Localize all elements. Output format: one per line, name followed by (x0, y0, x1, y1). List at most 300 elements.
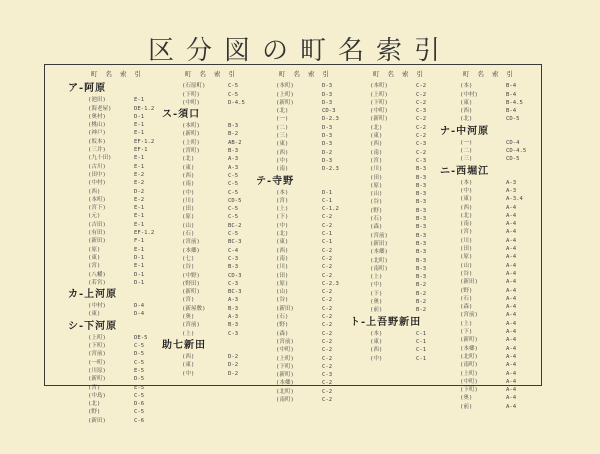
entry-grid-ref: E-1 (134, 130, 145, 137)
column-header: 町名索引 (373, 70, 431, 78)
entry-grid-ref: C-1 (416, 330, 427, 337)
entry-name: (新田) (276, 305, 294, 312)
index-entry (168, 263, 260, 271)
entry-name: (本町) (88, 196, 106, 203)
entry-grid-ref: A-4 (506, 287, 517, 294)
entry-name: (北) (460, 116, 473, 123)
entry-grid-ref: D-3 (322, 99, 333, 106)
entry-grid-ref: CD-3 (228, 272, 242, 279)
entry-grid-ref: C-2 (416, 133, 427, 140)
entry-name: (新町) (460, 337, 478, 344)
index-entry (262, 132, 354, 140)
index-entry (356, 132, 448, 140)
entry-name: (中町) (182, 99, 200, 106)
entry-grid-ref: E-1 (134, 263, 145, 270)
index-entry (446, 336, 538, 344)
entry-grid-ref: A-4 (506, 337, 517, 344)
index-entry (262, 222, 354, 230)
entry-name: (前) (460, 403, 473, 410)
entry-name: (東) (276, 141, 289, 148)
entry-name: (田) (276, 272, 289, 279)
index-entry (74, 417, 166, 425)
entry-grid-ref: C-2 (416, 116, 427, 123)
entry-name: (上) (276, 206, 289, 213)
index-entry (446, 195, 538, 203)
entry-grid-ref: A-4 (506, 212, 517, 219)
index-entry (356, 174, 448, 182)
index-column (162, 70, 260, 378)
index-entry (74, 212, 166, 220)
index-entry (356, 107, 448, 115)
entry-name: (本郷) (460, 345, 478, 352)
entry-grid-ref: E-1 (134, 213, 145, 220)
entry-grid-ref: D-1 (134, 113, 145, 120)
entry-grid-ref: B-3 (416, 199, 427, 206)
index-entry (446, 139, 538, 147)
entry-name: (宮) (88, 384, 101, 391)
entry-grid-ref: D-3 (322, 91, 333, 98)
entry-grid-ref: D-3 (322, 124, 333, 131)
entry-grid-ref: CD-3 (322, 108, 336, 115)
index-entry (446, 245, 538, 253)
page-title: 区分図の町名索引 (147, 36, 452, 66)
index-entry (446, 386, 538, 394)
index-entry (356, 306, 448, 314)
entry-name: (東) (88, 311, 101, 318)
entry-grid-ref: E-1 (134, 163, 145, 170)
index-entry (168, 238, 260, 246)
index-entry (262, 280, 354, 288)
entry-grid-ref: E-1 (134, 122, 145, 129)
entry-name: (野田) (182, 280, 200, 287)
entry-grid-ref: B-3 (416, 216, 427, 223)
entry-grid-ref: C-2 (322, 297, 333, 304)
index-entry (74, 138, 166, 146)
entry-name: (野) (276, 322, 289, 329)
entry-grid-ref: C-2 (322, 388, 333, 395)
index-entry (168, 370, 260, 378)
index-entry (74, 163, 166, 171)
entry-name: (中) (370, 282, 383, 289)
entry-name: (本町) (182, 123, 200, 130)
entry-grid-ref: B-4 (506, 91, 517, 98)
entry-grid-ref: B-3 (416, 191, 427, 198)
entry-name: (本) (460, 83, 473, 90)
index-entry (446, 107, 538, 115)
entry-grid-ref: D-2 (322, 149, 333, 156)
entry-name: (新田) (370, 240, 388, 247)
entry-grid-ref: B-3 (416, 207, 427, 214)
index-entry (446, 394, 538, 402)
entry-grid-ref: C-1 (322, 231, 333, 238)
entry-name: (西) (182, 353, 195, 360)
entry-grid-ref: D-3 (322, 157, 333, 164)
entry-name: (三) (460, 156, 473, 163)
entry-name: (東) (370, 338, 383, 345)
entry-grid-ref: C-2 (322, 363, 333, 370)
entry-name: (森) (370, 224, 383, 231)
index-entry (74, 221, 166, 229)
index-entry (168, 305, 260, 313)
index-entry (74, 105, 166, 113)
index-entry (446, 115, 538, 123)
index-entry (446, 204, 538, 212)
entry-name: (本) (370, 330, 383, 337)
entry-grid-ref: CD-5 (228, 197, 242, 204)
index-entry (262, 396, 354, 404)
entry-grid-ref: C-5 (134, 392, 145, 399)
entry-grid-ref: C-5 (228, 214, 239, 221)
entry-name: (坂本) (88, 138, 106, 145)
index-entry (446, 228, 538, 236)
entry-name: (宮前) (182, 322, 200, 329)
index-entry (74, 129, 166, 137)
entry-grid-ref: D-4 (134, 303, 145, 310)
index-entry (356, 346, 448, 354)
entry-grid-ref: B-3 (416, 274, 427, 281)
index-entry (168, 255, 260, 263)
entry-grid-ref: C-2 (322, 272, 333, 279)
index-entry (262, 388, 354, 396)
entry-name: (元) (88, 213, 101, 220)
index-entry (168, 280, 260, 288)
entry-name: (下) (276, 214, 289, 221)
entry-name: (中村) (88, 303, 106, 310)
index-entry (262, 140, 354, 148)
entry-name: (山) (370, 191, 383, 198)
index-entry (446, 262, 538, 270)
index-entry (446, 179, 538, 187)
entry-grid-ref: C-3 (322, 372, 333, 379)
index-entry (74, 400, 166, 408)
entry-grid-ref: A-3 (228, 297, 239, 304)
index-entry (74, 196, 166, 204)
index-entry (356, 198, 448, 206)
entry-name: (北) (460, 212, 473, 219)
entry-grid-ref: D-4.5 (228, 99, 245, 106)
index-entry (446, 370, 538, 378)
entry-grid-ref: C-2 (322, 289, 333, 296)
entry-name: (上町) (276, 355, 294, 362)
entry-name: (東) (370, 133, 383, 140)
entry-grid-ref: C-2 (322, 330, 333, 337)
entry-name: (上) (370, 274, 383, 281)
index-entry (74, 359, 166, 367)
entry-name: (宮町) (182, 148, 200, 155)
entry-grid-ref: B-3 (416, 174, 427, 181)
index-entry (262, 379, 354, 387)
entry-grid-ref: C-2 (416, 91, 427, 98)
index-entry (262, 305, 354, 313)
index-entry (168, 189, 260, 197)
index-entry (356, 124, 448, 132)
index-entry (356, 165, 448, 173)
index-entry (446, 99, 538, 107)
index-entry (446, 320, 538, 328)
entry-grid-ref: C-2 (322, 264, 333, 271)
entry-name: (奥村) (88, 113, 106, 120)
entry-grid-ref: C-2 (322, 396, 333, 403)
entry-grid-ref: C-5 (228, 181, 239, 188)
entry-name: (有田) (88, 230, 106, 237)
index-entry (356, 240, 448, 248)
entry-grid-ref: C-2 (416, 99, 427, 106)
index-entry (74, 246, 166, 254)
entry-name: (田) (460, 246, 473, 253)
entry-grid-ref: B-3 (416, 224, 427, 231)
entry-name: (中村) (88, 180, 106, 187)
entry-grid-ref: B-4 (506, 83, 517, 90)
entry-name: (石) (276, 314, 289, 321)
entry-grid-ref: BC-3 (228, 239, 242, 246)
index-entry (262, 313, 354, 321)
index-entry (74, 302, 166, 310)
entry-grid-ref: A-4 (506, 329, 517, 336)
entry-name: (本郷) (182, 247, 200, 254)
entry-grid-ref: C-2 (322, 214, 333, 221)
index-entry (74, 113, 166, 121)
entry-name: (原) (88, 246, 101, 253)
entry-grid-ref: A-3 (506, 187, 517, 194)
index-entry (262, 355, 354, 363)
entry-grid-ref: C-2 (322, 305, 333, 312)
entry-grid-ref: C-2 (322, 322, 333, 329)
entry-name: (西) (182, 172, 195, 179)
entry-grid-ref: D-4 (134, 311, 145, 318)
entry-grid-ref: B-3 (416, 257, 427, 264)
index-entry (262, 157, 354, 165)
entry-grid-ref: A-4 (506, 312, 517, 319)
entry-name: (森) (460, 304, 473, 311)
entry-grid-ref: E-5 (134, 384, 145, 391)
index-entry (168, 272, 260, 280)
entry-grid-ref: EF-1.2 (134, 230, 155, 237)
entry-name: (下町) (182, 91, 200, 98)
index-entry (262, 107, 354, 115)
section-heading: ト-上吾野新田 (350, 316, 422, 328)
entry-name: (西) (276, 149, 289, 156)
index-column (440, 70, 538, 411)
entry-name: (東) (182, 164, 195, 171)
entry-grid-ref: D-2 (228, 353, 239, 360)
index-entry (168, 213, 260, 221)
entry-name: (古川) (88, 163, 106, 170)
entry-name: (上町) (88, 334, 106, 341)
entry-grid-ref: C-2 (322, 338, 333, 345)
index-entry (262, 99, 354, 107)
section-heading: ス-須口 (162, 109, 201, 121)
index-entry (74, 179, 166, 187)
entry-grid-ref: C-2 (322, 222, 333, 229)
entry-grid-ref: B-2 (416, 307, 427, 314)
entry-name: (新町) (276, 372, 294, 379)
entry-name: (山) (460, 262, 473, 269)
entry-name: (三井) (88, 147, 106, 154)
entry-name: (下町) (460, 387, 478, 394)
index-column (68, 70, 166, 425)
entry-grid-ref: A-4 (506, 229, 517, 236)
entry-grid-ref: B-3 (228, 123, 239, 130)
entry-name: (南町) (370, 265, 388, 272)
entry-grid-ref: B-4 (506, 108, 517, 115)
entry-name: (一町) (88, 359, 106, 366)
index-entry (168, 91, 260, 99)
index-entry (262, 296, 354, 304)
entry-name: (新屋敷) (182, 305, 206, 312)
entry-name: (東) (182, 362, 195, 369)
entry-grid-ref: D-5 (134, 376, 145, 383)
entry-grid-ref: B-4.5 (506, 99, 523, 106)
index-entry (74, 271, 166, 279)
index-entry (262, 213, 354, 221)
entry-name: (谷) (182, 264, 195, 271)
entry-name: (神戸) (88, 130, 106, 137)
entry-name: (一) (460, 139, 473, 146)
index-column (350, 70, 448, 363)
index-entry (74, 392, 166, 400)
index-entry (262, 115, 354, 123)
entry-name: (森) (276, 330, 289, 337)
entry-grid-ref: CD-4 (506, 139, 520, 146)
entry-grid-ref: A-3 (228, 156, 239, 163)
entry-grid-ref: D-6 (134, 401, 145, 408)
entry-grid-ref: C-5 (228, 91, 239, 98)
entry-grid-ref: B-3 (416, 232, 427, 239)
index-entry (262, 363, 354, 371)
entry-grid-ref: C-1 (416, 355, 427, 362)
index-entry (446, 345, 538, 353)
entry-grid-ref: DE-1.2 (134, 105, 155, 112)
entry-grid-ref: D-2.3 (322, 116, 339, 123)
entry-name: (桃山) (88, 122, 106, 129)
entry-grid-ref: E-1 (134, 155, 145, 162)
index-entry (262, 91, 354, 99)
entry-name: (南) (460, 221, 473, 228)
entry-name: (本) (460, 179, 473, 186)
entry-name: (本郷) (276, 380, 294, 387)
index-entry (262, 255, 354, 263)
index-entry (262, 238, 354, 246)
entry-name: (川) (182, 197, 195, 204)
entry-grid-ref: B-3 (228, 264, 239, 271)
entry-name: (石) (182, 231, 195, 238)
index-entry (74, 96, 166, 104)
entry-grid-ref: F-1 (134, 238, 145, 245)
entry-grid-ref: BC-2 (228, 222, 242, 229)
entry-name: (本) (276, 189, 289, 196)
index-column (256, 70, 354, 404)
entry-grid-ref: B-3 (228, 148, 239, 155)
entry-name: (海老屋) (88, 105, 112, 112)
entry-name: (中野) (182, 272, 200, 279)
index-entry (74, 121, 166, 129)
entry-grid-ref: D-1 (134, 271, 145, 278)
entry-grid-ref: C-3 (416, 157, 427, 164)
entry-name: (北町) (370, 257, 388, 264)
entry-grid-ref: C-2 (416, 149, 427, 156)
entry-name: (西) (370, 347, 383, 354)
entry-grid-ref: E-1 (134, 97, 145, 104)
entry-name: (川原) (88, 367, 106, 374)
index-entry (356, 207, 448, 215)
entry-name: (新田) (88, 417, 106, 424)
column-header: 町名索引 (185, 70, 243, 78)
entry-grid-ref: CD-5 (506, 156, 520, 163)
entry-grid-ref: A-4 (506, 295, 517, 302)
entry-grid-ref: C-5 (134, 359, 145, 366)
index-entry (446, 295, 538, 303)
index-entry (74, 310, 166, 318)
entry-name: (川) (276, 264, 289, 271)
entry-name: (中) (182, 370, 195, 377)
entry-grid-ref: D-1 (322, 189, 333, 196)
entry-grid-ref: A-4 (506, 362, 517, 369)
entry-name: (上町) (460, 370, 478, 377)
index-entry (446, 187, 538, 195)
entry-grid-ref: A-4 (506, 387, 517, 394)
entry-name: (中) (460, 187, 473, 194)
entry-name: (東) (460, 99, 473, 106)
entry-name: (南) (370, 149, 383, 156)
entry-grid-ref: C-5 (228, 206, 239, 213)
entry-grid-ref: A-3 (228, 314, 239, 321)
index-entry (446, 270, 538, 278)
entry-name: (前) (370, 307, 383, 314)
index-entry (446, 361, 538, 369)
entry-grid-ref: C-3 (416, 108, 427, 115)
entry-grid-ref: C-5 (228, 172, 239, 179)
index-entry (74, 408, 166, 416)
index-entry (446, 278, 538, 286)
entry-grid-ref: D-1 (134, 279, 145, 286)
entry-name: (二) (276, 124, 289, 131)
entry-name: (谷) (460, 270, 473, 277)
entry-grid-ref: B-3 (416, 182, 427, 189)
index-entry (356, 330, 448, 338)
entry-name: (石原町) (182, 83, 206, 90)
entry-grid-ref: D-3 (322, 83, 333, 90)
entry-name: (川) (460, 237, 473, 244)
entry-name: (宮) (182, 297, 195, 304)
index-entry (356, 338, 448, 346)
index-entry (168, 130, 260, 138)
entry-name: (本町) (276, 83, 294, 90)
index-entry (356, 355, 448, 363)
entry-name: (野) (370, 207, 383, 214)
entry-grid-ref: D-5 (134, 351, 145, 358)
entry-name: (山) (276, 289, 289, 296)
index-entry (356, 298, 448, 306)
entry-name: (若宮) (88, 279, 106, 286)
section-heading: ニ-西堀江 (440, 165, 490, 177)
entry-grid-ref: C-2 (322, 247, 333, 254)
entry-name: (七) (182, 255, 195, 262)
entry-name: (中町) (460, 378, 478, 385)
index-entry (168, 155, 260, 163)
index-entry (74, 367, 166, 375)
index-entry (262, 288, 354, 296)
index-entry (168, 197, 260, 205)
entry-grid-ref: C-2 (416, 124, 427, 131)
index-entry (168, 296, 260, 304)
column-header: 町名索引 (91, 70, 149, 78)
entry-grid-ref: A-4 (506, 221, 517, 228)
entry-name: (宮前) (460, 312, 478, 319)
entry-grid-ref: C-5 (134, 343, 145, 350)
index-entry (446, 403, 538, 411)
index-entry (446, 303, 538, 311)
entry-grid-ref: C-2 (322, 255, 333, 262)
